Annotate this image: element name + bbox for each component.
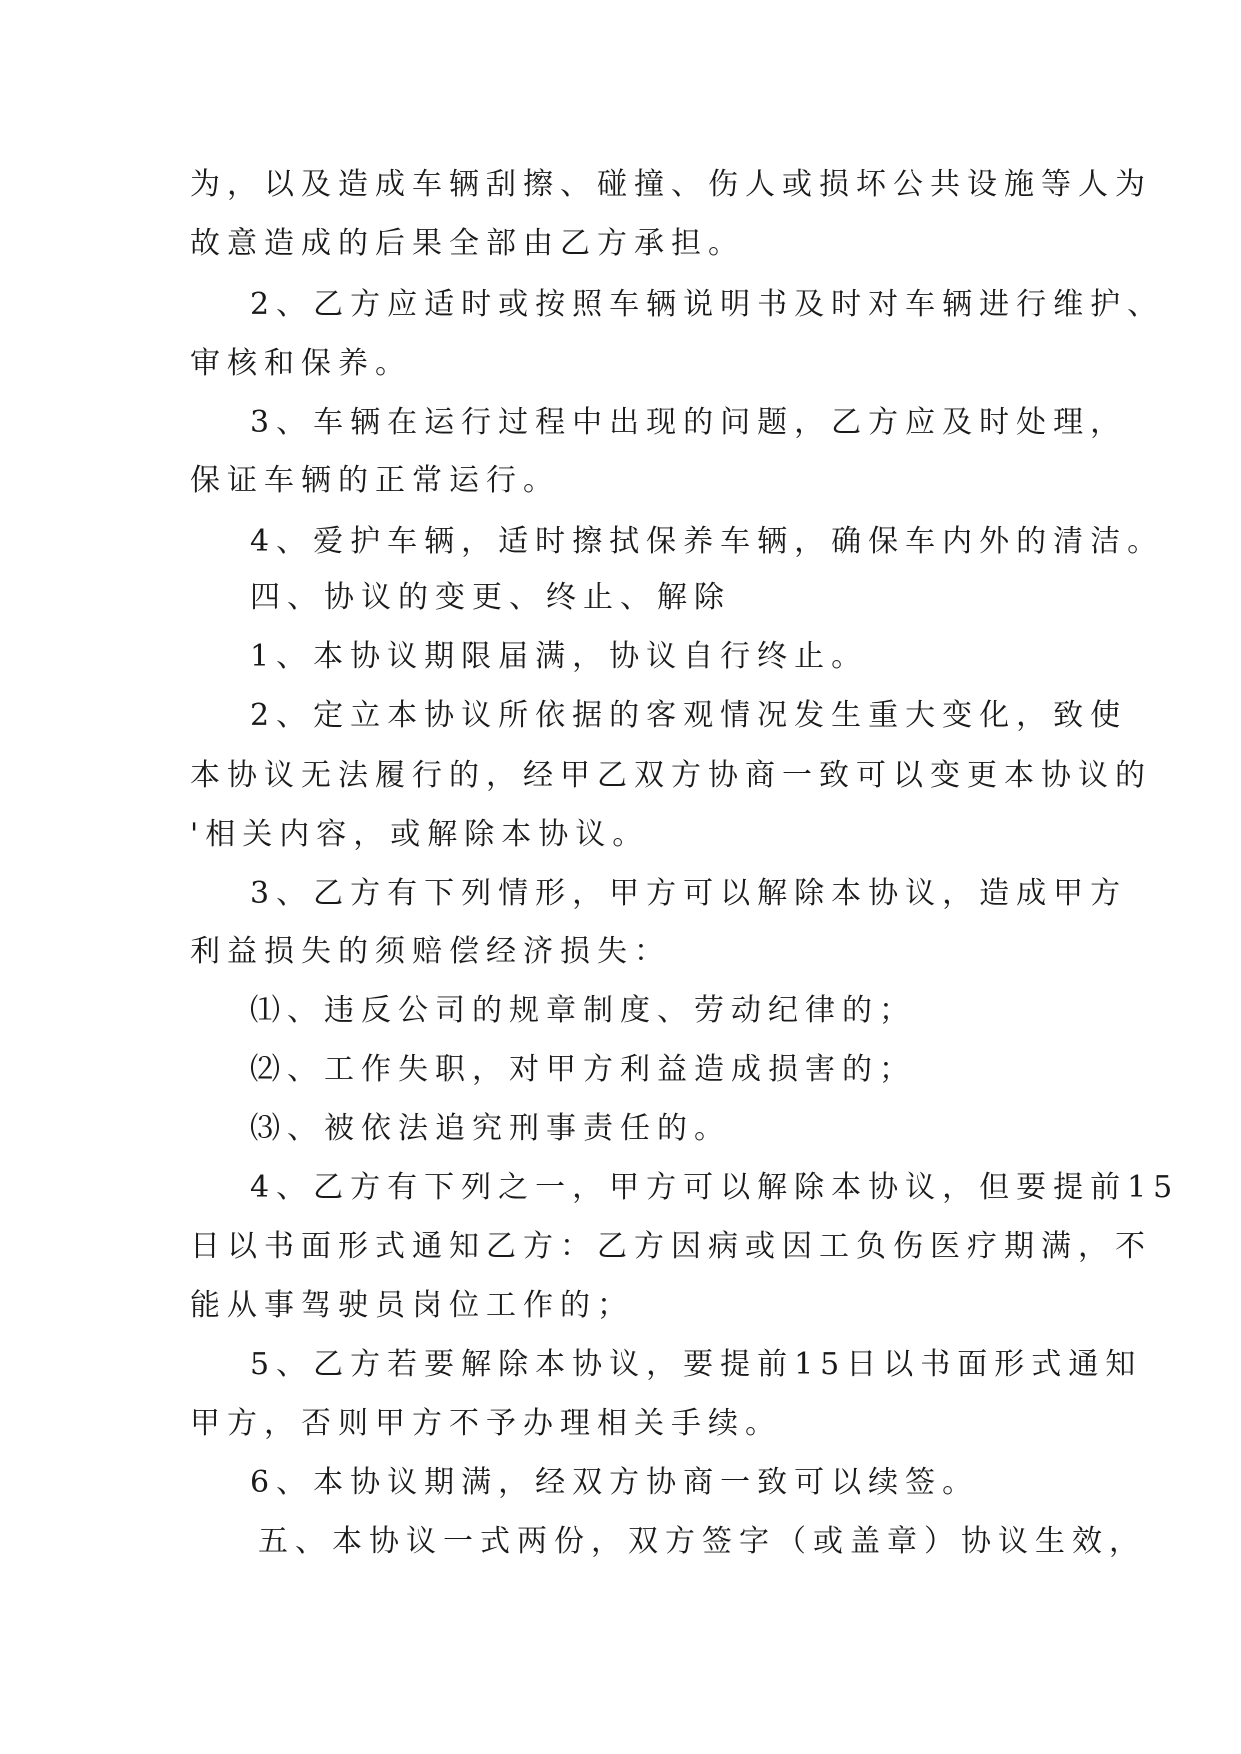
text-line: 审核和保养。 (190, 346, 412, 381)
text-line: '相关内容，或解除本协议。 (190, 817, 650, 852)
text-line: 5、乙方若要解除本协议，要提前15日以书面形式通知 (250, 1347, 1143, 1382)
text-line: 3、车辆在运行过程中出现的问题，乙方应及时处理， (250, 405, 1128, 440)
text-line: 本协议无法履行的，经甲乙双方协商一致可以变更本协议的 (190, 758, 1152, 793)
list-item: ⑵、工作失职，对甲方利益造成损害的； (250, 1052, 916, 1087)
text-line: 利益损失的须赔偿经济损失： (190, 934, 671, 969)
section-heading: 四、协议的变更、终止、解除 (250, 580, 731, 615)
text-line: 1、本协议期限届满，协议自行终止。 (250, 639, 869, 674)
list-item: ⑶、被依法追究刑事责任的。 (250, 1111, 731, 1146)
text-line: 6、本协议期满，经双方协商一致可以续签。 (250, 1465, 980, 1500)
text-line: 日以书面形式通知乙方：乙方因病或因工负伤医疗期满，不 (190, 1229, 1152, 1264)
text-line: 2、乙方应适时或按照车辆说明书及时对车辆进行维护、 (250, 287, 1165, 322)
text-line: 故意造成的后果全部由乙方承担。 (190, 226, 745, 261)
text-line: 3、乙方有下列情形，甲方可以解除本协议，造成甲方 (250, 876, 1128, 911)
list-item: ⑴、违反公司的规章制度、劳动纪律的； (250, 993, 916, 1028)
text-line: 甲方，否则甲方不予办理相关手续。 (190, 1406, 782, 1441)
text-line: 2、定立本协议所依据的客观情况发生重大变化，致使 (250, 698, 1128, 733)
text-line: 为，以及造成车辆刮擦、碰撞、伤人或损坏公共设施等人为 (190, 167, 1152, 202)
text-line: 能从事驾驶员岗位工作的； (190, 1288, 634, 1323)
text-line: 保证车辆的正常运行。 (190, 463, 560, 498)
text-line: 4、乙方有下列之一，甲方可以解除本协议，但要提前15 (250, 1170, 1180, 1205)
text-line: 4、爱护车辆，适时擦拭保养车辆，确保车内外的清洁。 (250, 524, 1165, 559)
section-heading: 五、本协议一式两份，双方签字（或盖章）协议生效， (258, 1524, 1146, 1559)
